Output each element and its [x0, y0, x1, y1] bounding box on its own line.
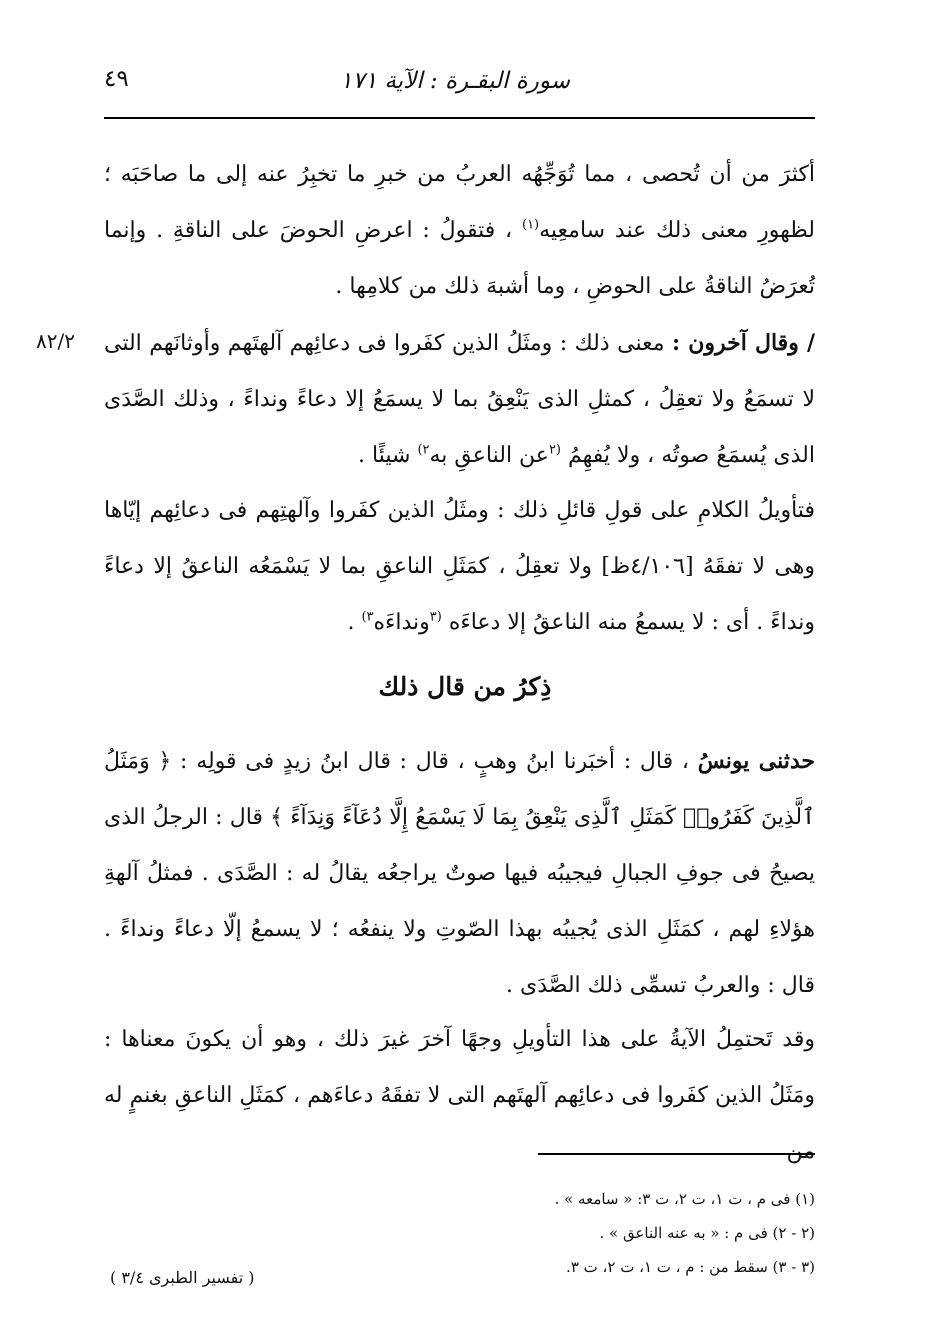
header-rule — [104, 117, 815, 119]
paragraph-4-text: ، قال : أخبَرنا ابنُ وهبٍ ، قال : قال ابنُ زيدٍ فى قولِه : ﴿ وَمَثَلُ ٱلَّذِينَ كَفَرُوا۟ كَمَثَلِ ٱلَّذِى يَنْعِقُ بِمَا لَا يَسْمَعُ إِلَّا دُعَآءً وَنِدَآءً ﴾ قال : الرجلُ الذى يصيحُ فى جوفِ الجبالِ فيجيبُه فيها صوتٌ يراجعُه يقالُ له : الصَّدَى . فمثلُ آلهةِ هؤلاءِ لهم ، كمَثَلِ الذى يُجيبُه بهذا الصّوتِ ولا ينفعُه ؛ لا يسمعُ إلّا دعاءً ونداءً . قال : والعربُ تسمِّى ذلك الصَّدَى . — [104, 749, 815, 998]
footnote-ref-3-close: ٣) — [361, 609, 374, 625]
running-title: سورة البقـرة : الآية ١٧١ — [339, 68, 571, 94]
paragraph-2-lead: / وقال آخرون : — [671, 330, 815, 356]
paragraph-3-end: . — [347, 610, 362, 635]
footnote-ref-1: (١) — [521, 217, 540, 233]
footnote-3: (٣ - ٣) سقط من : م ، ت ١، ت ٢، ت ٣. — [566, 1258, 815, 1276]
footnotes-list — [380, 1182, 815, 1284]
footnote-ref-2-open: (٢ — [548, 442, 561, 458]
section-heading: ذِكرُ من قال ذلك — [378, 672, 552, 701]
paragraph-2-mid: عن الناعقِ به — [429, 443, 549, 468]
book-footer: ( تفسير الطبرى ٣/٤ ) — [110, 1268, 255, 1287]
footnote-ref-2-close: ٢) — [417, 442, 430, 458]
paragraph-1-text: أكثرَ من أن تُحصى ، مما تُوَجِّهُه العربُ من خبرِ ما تخبِرُ عنه إلى ما صاحَبَه ؛ لظهورِ معنى ذلك عند سامعِيه — [104, 162, 815, 243]
footnote-rule — [538, 1153, 815, 1155]
paragraph-1 — [104, 147, 815, 315]
page-number: ٤٩ — [104, 66, 129, 92]
paragraph-1-end: ، فتقولُ : اعرضِ الحوضَ على الناقةِ . وإنما تُعرَضُ الناقةُ على الحوضِ ، وما أشبهَ ذلك من كلامِها . — [104, 218, 815, 299]
paragraph-4 — [104, 733, 815, 1014]
paragraph-4-lead: حدثنى يونسُ — [697, 748, 815, 774]
paragraph-3 — [104, 483, 815, 651]
paragraph-2-text: معنى ذلك : ومثَلُ الذين كفَروا فى دعائِهم آلهتَهم وأوثانَهم التى لا تسمَعُ ولا تعقِلُ ، كمثلِ الذى يَنْعِقُ بما لا يسمَعُ إلا دعاءً ونداءً ، وذلك الصَّدَى الذى يُسمَعُ صوتُه ، ولا يُفهِمُ — [104, 331, 815, 468]
margin-reference: ٨٢/٢ — [36, 329, 75, 353]
footnote-2: (٢ - ٢) فى م : « به عنه الناعق » . — [599, 1224, 815, 1242]
footnote-ref-3-open: (٣ — [429, 609, 442, 625]
footnote-1: (١) فى م ، ت ١، ت ٢، ت ٣: « سامعه » . — [554, 1190, 815, 1208]
paragraph-2-end: شيئًا . — [358, 443, 418, 468]
paragraph-3-text: فتأويلُ الكلامِ على قولِ قائلِ ذلك : ومثَلُ الذين كفَروا وآلهتِهم فى دعائِهم إيّاها وهى لا تفقَهُ [٤/١٠٦ظ] ولا تعقِلُ ، كمَثَلِ الناعقِ بما لا يَسْمَعُه الناعقُ إلا دعاءً ونداءً . أى : لا يسمعُ منه الناعقُ إلا دعاءَه — [104, 498, 815, 635]
paragraph-5-text: وقد تَحتمِلُ الآيةُ على هذا التأويلِ وجهًا آخرَ غيرَ ذلك ، وهو أن يكونَ معناها : ومَثَلُ الذين كفَروا فى دعائِهم آلهتَهم التى لا تفقَهُ دعاءَهم ، كمَثَلِ الناعقِ بغنمٍ له من — [104, 1027, 816, 1164]
paragraph-3-mid: ونداءَه — [373, 610, 430, 635]
paragraph-2 — [104, 315, 815, 484]
